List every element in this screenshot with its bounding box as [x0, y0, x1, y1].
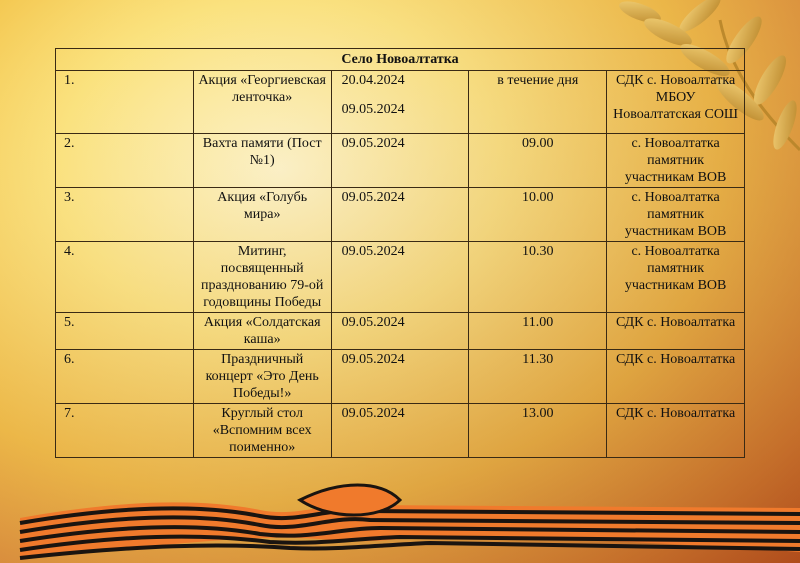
row-number: 5.: [56, 313, 194, 350]
event-time: в течение дня: [469, 71, 607, 134]
event-name: Митинг, посвященный празднованию 79-ой годовщины Победы: [193, 242, 331, 313]
row-number: 7.: [56, 404, 194, 458]
table-header: Село Новоалтатка: [56, 49, 745, 71]
table-header-row: [56, 49, 745, 71]
event-time: 10.00: [469, 188, 607, 242]
table-row: [56, 188, 745, 242]
table-row: [56, 313, 745, 350]
event-place: с. Новоалтатка памятник участникам ВОВ: [607, 188, 745, 242]
table-row: [56, 350, 745, 404]
row-number: 3.: [56, 188, 194, 242]
event-date: 09.05.2024: [331, 404, 469, 458]
event-time: 10.30: [469, 242, 607, 313]
row-number: 2.: [56, 134, 194, 188]
event-date: 09.05.2024: [331, 242, 469, 313]
table-row: [56, 134, 745, 188]
event-time: 13.00: [469, 404, 607, 458]
event-name: Вахта памяти (Пост №1): [193, 134, 331, 188]
event-name: Акция «Георгиевская ленточка»: [193, 71, 331, 134]
schedule-table: [55, 48, 745, 458]
event-date: [331, 71, 469, 134]
event-place: СДК с. Новоалтатка: [607, 350, 745, 404]
event-time: 11.00: [469, 313, 607, 350]
table-row: [56, 404, 745, 458]
row-number: 1.: [56, 71, 194, 134]
table-row: [56, 71, 745, 134]
event-name: Круглый стол «Вспомним всех поименно»: [193, 404, 331, 458]
event-date: 09.05.2024: [331, 134, 469, 188]
event-date: 09.05.2024: [331, 350, 469, 404]
event-date: 09.05.2024: [331, 313, 469, 350]
event-time: 09.00: [469, 134, 607, 188]
event-name: Праздничный концерт «Это День Победы!»: [193, 350, 331, 404]
event-name: Акция «Солдатская каша»: [193, 313, 331, 350]
event-place: СДК с. Новоалтатка: [607, 404, 745, 458]
row-number: 4.: [56, 242, 194, 313]
event-place: СДК с. Новоалтатка МБОУ Новоалтатская СОШ: [607, 71, 745, 134]
event-place: с. Новоалтатка памятник участникам ВОВ: [607, 134, 745, 188]
event-name: Акция «Голубь мира»: [193, 188, 331, 242]
event-time: 11.30: [469, 350, 607, 404]
table-row: [56, 242, 745, 313]
schedule-table-container: [55, 48, 745, 458]
event-date-end: 09.05.2024: [341, 102, 405, 117]
event-date: 09.05.2024: [331, 188, 469, 242]
event-place: с. Новоалтатка памятник участникам ВОВ: [607, 242, 745, 313]
event-place: СДК с. Новоалтатка: [607, 313, 745, 350]
row-number: 6.: [56, 350, 194, 404]
event-date-start: 20.04.2024: [341, 73, 405, 88]
